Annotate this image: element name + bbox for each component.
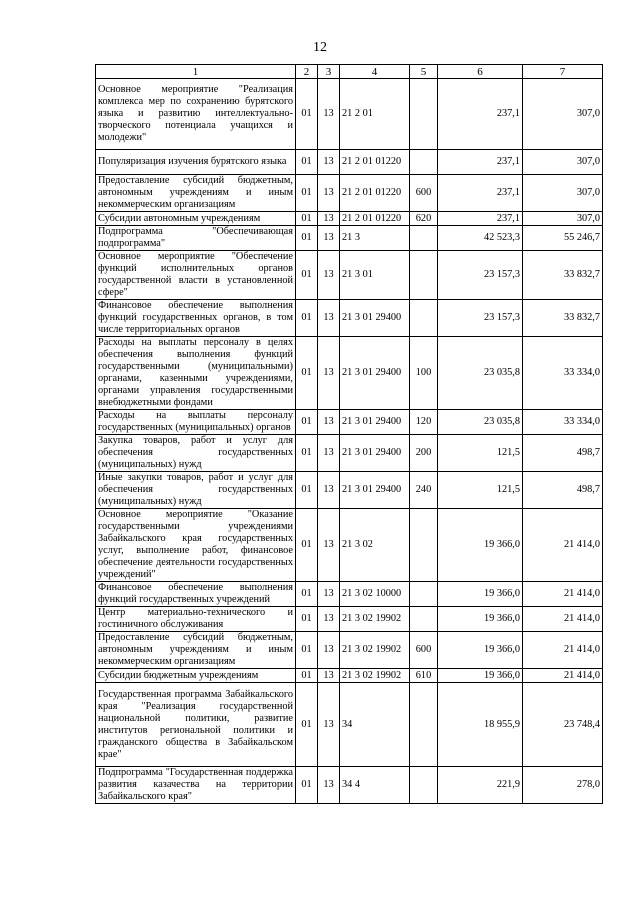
table-row (96, 150, 603, 175)
row-section: 01 (296, 632, 318, 669)
row-amount-1: 237,1 (438, 79, 523, 150)
header-col-6: 6 (438, 65, 523, 79)
row-name: Предоставление субсидий бюджетным, автономным учреждениям и иным некоммерческим организациям (96, 632, 296, 669)
row-subsection: 13 (318, 226, 340, 251)
row-expense-type: 600 (410, 632, 438, 669)
row-name: Основное мероприятие "Обеспечение функций исполнительных органов государственной власти в установленной сфере" (96, 251, 296, 300)
row-expense-type: 240 (410, 472, 438, 509)
table-row (96, 582, 603, 607)
row-name: Популяризация изучения бурятского языка (96, 150, 296, 175)
row-amount-2: 33 832,7 (523, 300, 603, 337)
row-target-code: 21 3 01 29400 (340, 410, 410, 435)
row-name: Подпрограмма "Государственная поддержка развития казачества на территории Забайкальского края" (96, 767, 296, 804)
row-section: 01 (296, 582, 318, 607)
row-subsection: 13 (318, 79, 340, 150)
row-expense-type (410, 607, 438, 632)
table-row (96, 435, 603, 472)
row-target-code: 34 (340, 683, 410, 767)
row-amount-2: 23 748,4 (523, 683, 603, 767)
row-amount-1: 23 035,8 (438, 410, 523, 435)
row-subsection: 13 (318, 582, 340, 607)
row-target-code: 34 4 (340, 767, 410, 804)
row-subsection: 13 (318, 212, 340, 226)
row-target-code: 21 3 01 (340, 251, 410, 300)
row-subsection: 13 (318, 150, 340, 175)
row-target-code: 21 2 01 01220 (340, 212, 410, 226)
row-amount-2: 21 414,0 (523, 632, 603, 669)
row-target-code: 21 3 02 19902 (340, 632, 410, 669)
header-col-7: 7 (523, 65, 603, 79)
header-col-5: 5 (410, 65, 438, 79)
row-amount-2: 307,0 (523, 212, 603, 226)
row-name: Субсидии бюджетным учреждениям (96, 669, 296, 683)
row-amount-2: 21 414,0 (523, 582, 603, 607)
row-amount-1: 23 035,8 (438, 337, 523, 410)
row-target-code: 21 3 02 10000 (340, 582, 410, 607)
row-amount-2: 33 832,7 (523, 251, 603, 300)
row-name: Финансовое обеспечение выполнения функций государственных органов, в том числе территориальных органов (96, 300, 296, 337)
row-section: 01 (296, 226, 318, 251)
table-row (96, 300, 603, 337)
row-section: 01 (296, 683, 318, 767)
table-row (96, 410, 603, 435)
row-expense-type (410, 509, 438, 582)
table-row (96, 337, 603, 410)
row-amount-1: 23 157,3 (438, 251, 523, 300)
header-col-2: 2 (296, 65, 318, 79)
row-subsection: 13 (318, 509, 340, 582)
row-target-code: 21 3 01 29400 (340, 337, 410, 410)
row-section: 01 (296, 150, 318, 175)
row-section: 01 (296, 607, 318, 632)
row-amount-2: 307,0 (523, 79, 603, 150)
row-name: Иные закупки товаров, работ и услуг для обеспечения государственных (муниципальных) нужд (96, 472, 296, 509)
table-row (96, 212, 603, 226)
row-expense-type: 120 (410, 410, 438, 435)
row-amount-2: 278,0 (523, 767, 603, 804)
row-subsection: 13 (318, 337, 340, 410)
row-section: 01 (296, 212, 318, 226)
row-target-code: 21 3 (340, 226, 410, 251)
row-section: 01 (296, 337, 318, 410)
table-row (96, 607, 603, 632)
row-section: 01 (296, 669, 318, 683)
row-amount-1: 237,1 (438, 150, 523, 175)
row-target-code: 21 3 01 29400 (340, 435, 410, 472)
row-target-code: 21 2 01 01220 (340, 175, 410, 212)
row-amount-1: 19 366,0 (438, 509, 523, 582)
row-amount-2: 498,7 (523, 472, 603, 509)
row-name: Государственная программа Забайкальского края "Реализация государственной национальной политики, развитие институтов региональной политики и гражданского общества в Забайкальском крае" (96, 683, 296, 767)
header-row (96, 65, 603, 79)
row-amount-1: 18 955,9 (438, 683, 523, 767)
row-amount-2: 55 246,7 (523, 226, 603, 251)
table-row (96, 175, 603, 212)
row-section: 01 (296, 509, 318, 582)
row-expense-type (410, 683, 438, 767)
row-subsection: 13 (318, 300, 340, 337)
table-row (96, 509, 603, 582)
row-name: Субсидии автономным учреждениям (96, 212, 296, 226)
row-subsection: 13 (318, 767, 340, 804)
table-row (96, 226, 603, 251)
row-expense-type (410, 226, 438, 251)
table-row (96, 669, 603, 683)
row-section: 01 (296, 472, 318, 509)
row-target-code: 21 3 02 19902 (340, 607, 410, 632)
table-row (96, 79, 603, 150)
row-target-code: 21 3 01 29400 (340, 472, 410, 509)
row-amount-1: 19 366,0 (438, 632, 523, 669)
row-expense-type (410, 251, 438, 300)
row-amount-1: 121,5 (438, 472, 523, 509)
table-row (96, 632, 603, 669)
row-amount-1: 23 157,3 (438, 300, 523, 337)
row-amount-1: 237,1 (438, 175, 523, 212)
row-section: 01 (296, 251, 318, 300)
row-name: Закупка товаров, работ и услуг для обеспечения государственных (муниципальных) нужд (96, 435, 296, 472)
row-subsection: 13 (318, 472, 340, 509)
row-target-code: 21 3 02 (340, 509, 410, 582)
row-subsection: 13 (318, 607, 340, 632)
row-expense-type: 100 (410, 337, 438, 410)
row-expense-type (410, 767, 438, 804)
header-col-3: 3 (318, 65, 340, 79)
row-amount-1: 221,9 (438, 767, 523, 804)
header-col-1: 1 (96, 65, 296, 79)
row-expense-type: 600 (410, 175, 438, 212)
row-amount-2: 33 334,0 (523, 410, 603, 435)
row-expense-type (410, 582, 438, 607)
row-expense-type: 200 (410, 435, 438, 472)
row-name: Основное мероприятие "Оказание государственными учреждениями Забайкальского края государственных услуг, выполнение работ, финансовое обеспечение деятельности государственных учреждений" (96, 509, 296, 582)
row-name: Центр материально-технического и гостиничного обслуживания (96, 607, 296, 632)
row-amount-2: 498,7 (523, 435, 603, 472)
header-col-4: 4 (340, 65, 410, 79)
row-expense-type (410, 300, 438, 337)
row-subsection: 13 (318, 632, 340, 669)
row-subsection: 13 (318, 669, 340, 683)
row-name: Основное мероприятие "Реализация комплекса мер по сохранению бурятского языка и развитию интеллектуально-творческого потенциала учащихся и молодежи" (96, 79, 296, 150)
row-name: Расходы на выплаты персоналу государственных (муниципальных) органов (96, 410, 296, 435)
row-section: 01 (296, 79, 318, 150)
budget-table (95, 64, 603, 804)
row-amount-2: 33 334,0 (523, 337, 603, 410)
row-section: 01 (296, 300, 318, 337)
row-subsection: 13 (318, 175, 340, 212)
row-section: 01 (296, 767, 318, 804)
row-subsection: 13 (318, 435, 340, 472)
row-target-code: 21 3 02 19902 (340, 669, 410, 683)
row-subsection: 13 (318, 251, 340, 300)
row-expense-type (410, 150, 438, 175)
row-amount-2: 21 414,0 (523, 509, 603, 582)
row-expense-type: 620 (410, 212, 438, 226)
row-expense-type (410, 79, 438, 150)
row-target-code: 21 2 01 01220 (340, 150, 410, 175)
table-row (96, 472, 603, 509)
table-row (96, 251, 603, 300)
row-section: 01 (296, 435, 318, 472)
row-amount-1: 121,5 (438, 435, 523, 472)
table-row (96, 683, 603, 767)
page-number: 12 (313, 40, 327, 55)
row-amount-1: 19 366,0 (438, 607, 523, 632)
row-section: 01 (296, 175, 318, 212)
row-target-code: 21 3 01 29400 (340, 300, 410, 337)
row-name: Финансовое обеспечение выполнения функций государственных учреждений (96, 582, 296, 607)
row-expense-type: 610 (410, 669, 438, 683)
row-amount-2: 21 414,0 (523, 669, 603, 683)
row-subsection: 13 (318, 683, 340, 767)
row-amount-1: 19 366,0 (438, 582, 523, 607)
row-section: 01 (296, 410, 318, 435)
row-name: Предоставление субсидий бюджетным, автономным учреждениям и иным некоммерческим организациям (96, 175, 296, 212)
row-amount-2: 307,0 (523, 175, 603, 212)
row-name: Подпрограмма "Обеспечивающая подпрограмма" (96, 226, 296, 251)
row-amount-1: 19 366,0 (438, 669, 523, 683)
row-amount-2: 307,0 (523, 150, 603, 175)
row-amount-1: 42 523,3 (438, 226, 523, 251)
table-row (96, 767, 603, 804)
row-subsection: 13 (318, 410, 340, 435)
row-name: Расходы на выплаты персоналу в целях обеспечения выполнения функций государственными (муниципальными) органами, казенными учреждениями, органами управления государственными внебюджетными фондами (96, 337, 296, 410)
row-target-code: 21 2 01 (340, 79, 410, 150)
row-amount-1: 237,1 (438, 212, 523, 226)
row-amount-2: 21 414,0 (523, 607, 603, 632)
